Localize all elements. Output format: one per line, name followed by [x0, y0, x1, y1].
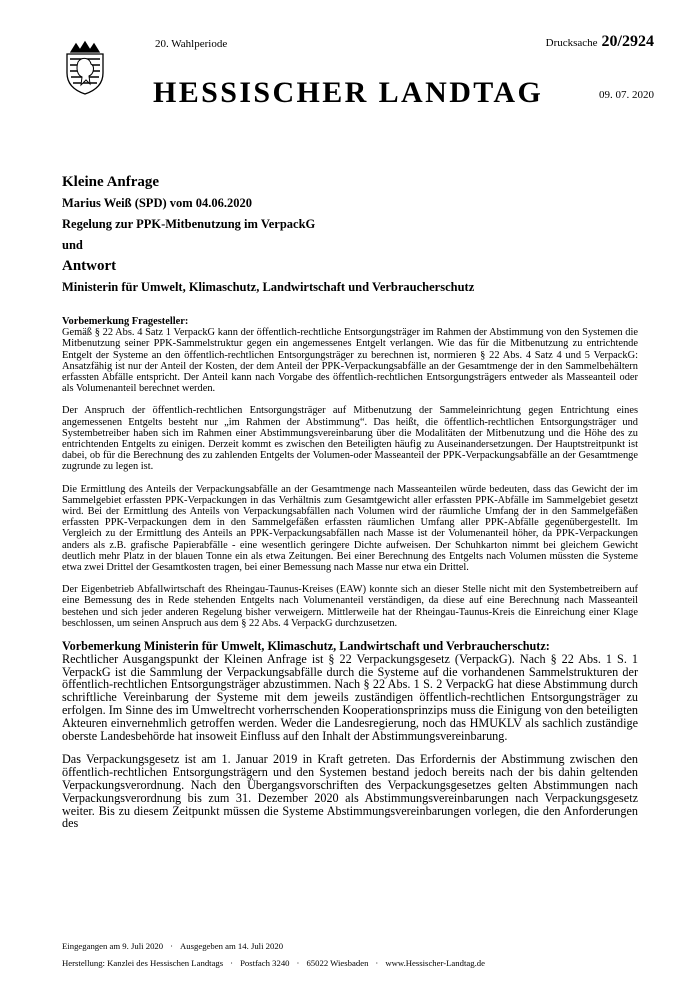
footer	[62, 938, 485, 972]
ort: 65022 Wiesbaden	[306, 958, 369, 968]
footer-separator: ·	[230, 958, 234, 968]
document-date: 09. 07. 2020	[599, 89, 654, 101]
und-line: und	[62, 238, 83, 252]
paragraph-2: Der Anspruch der öffentlich-rechtlichen Entsorgungsträger auf Mitbenutzung der Sammeleinrichtung gegen Entrichtung eines angemessenen Entgelts besteht nur „im Rahmen der Abstimmung“. Das heißt, die öffentlich-rechtlichen Entsorgungsträger und Systembetreiber haben sich im Rahmen einer Abstimmungsvereinbarung über die Modalitäten der Mitbenutzung und die Höhe des zu entrichtenden Entgelts zu einigen. Derzeit kommt es zwischen den Beteiligten häufig zu Auseinandersetzungen. Der Hauptstreitpunkt ist dabei, ob für die Berechnung des zu zahlenden Entgelts der Volumen-oder Masseanteil der PPK-Verpackungsabfälle an der Gesamtmenge zugrunde zu legen ist.	[62, 405, 638, 473]
herstellung: Herstellung: Kanzlei des Hessischen Landtags	[62, 958, 224, 968]
ministerin-label: Vorbemerkung Ministerin für Umwelt, Klimaschutz, Landwirtschaft und Verbraucherschutz:	[62, 639, 550, 654]
footer-separator: ·	[296, 958, 300, 968]
fragesteller-label: Vorbemerkung Fragesteller:	[62, 316, 189, 327]
kleine-anfrage-heading: Kleine Anfrage	[62, 174, 160, 190]
hessen-coat-of-arms-icon	[62, 40, 108, 96]
ministry-line: Ministerin für Umwelt, Klimaschutz, Landwirtschaft und Verbraucherschutz	[62, 280, 475, 294]
antwort-heading: Antwort	[62, 258, 117, 274]
drucksache-label: Drucksache	[545, 37, 598, 49]
paragraph-4: Der Eigenbetrieb Abfallwirtschaft des Rheingau-Taunus-Kreises (EAW) konnte sich an dieser Stelle nicht mit den Systembetreibern auf eine Bemessung des in Rede stehenden Entgelts nach Volumenanteil verständigen, da diese auf eine Berechnung nach Masseanteil bestehen und sich jeder anderen Regelung bisher verweigern. Mittlerweile hat der Rheingau-Taunus-Kreis die Einreichung einer Klage beschlossen, um seinen Anspruch aus dem § 22 Abs. 4 VerpackG durchzusetzen.	[62, 584, 638, 629]
postfach: Postfach 3240	[240, 958, 290, 968]
footer-separator: ·	[170, 941, 174, 951]
paragraph-6: Das Verpackungsgesetz ist am 1. Januar 2019 in Kraft getreten. Das Erfordernis der Abstimmung zwischen den öffentlich-rechtlichen Entsorgungsträgern und den Systemen bestand jedoch bereits nach der bis dahin geltenden Verpackungsverordnung. Nach den Übergangsvorschriften des Verpackungsgesetzes gelten Abstimmungen nach Verpackungsverordnung bis zum 31. Dezember 2020 als Abstimmungsvereinbarungen nach Verpackungsgesetz weiter. Bis zu diesem Zeitpunkt müssen die Systeme Abstimmungsvereinbarungen vorlegen, die den Anforderungen des	[62, 752, 638, 831]
document-body	[62, 316, 638, 841]
website-link[interactable]: www.Hessischer-Landtag.de	[385, 958, 485, 968]
drucksache-number: 20/2924	[601, 33, 654, 50]
paragraph-5: Rechtlicher Ausgangspunkt der Kleinen Anfrage ist § 22 Verpackungsgesetz (VerpackG). Nach § 22 Abs. 1 S. 1 VerpackG ist die Sammlung der Verpackungsabfälle durch die Systeme auf die vorhandenen Sammelstrukturen der öffentlich-rechtlichen Entsorgungsträger abzustimmen. Nach § 22 Abs. 1 S. 2 VerpackG hat diese Abstimmung durch schriftliche Vereinbarung der Systeme mit dem jeweils zuständigen öffentlich-rechtlichen Entsorgungsträger zu erfolgen. Im Sinne des im Umweltrecht vorherrschenden Kooperationsprinzips muss die Einigung von den beteiligten Akteuren einvernehmlich getroffen werden. Weder die Landesregierung, noch das HMUKLV als sachlich zuständige oberste Landesbehörde hat insoweit Einfluss auf den Inhalt der Abstimmungsvereinbarung.	[62, 651, 638, 743]
paragraph-3: Die Ermittlung des Anteils der Verpackungsabfälle an der Gesamtmenge nach Masseanteilen würde bedeuten, dass das Gewicht der im Sammelgebiet erfassten PPK-Verpackungen in das Verhältnis zum Gesamtgewicht aller erfassten PPK-Abfälle im Sammelgebiet gesetzt wird. Bei der Ermittlung des Anteils von Verpackungsabfällen nach Volumen wird der räumliche Umfang der in den Sammelgefäßen erfassten PPK-Verpackungen dem in den Sammelgefäßen erfassten räumlichen Umfang aller PPK-Abfälle gegenübergestellt. Im Vergleich zu der Ermittlung des Anteils an PPK-Verpackungsabfällen nach Masse ist der Volumenanteil höher, da PPK-Verpackungen anders als z.B. grafische Papierabfälle - eine wesentlich geringere Dichte aufweisen. Der Schuhkarton nimmt bei gleichem Gewicht deutlich mehr Platz in der blauen Tonne ein als etwa Zeitungen. Bei einer Berechnung des Entgelts nach Volumen müssten die Systeme etwa zwei Drittel der Gesamtkosten tragen, bei einer Bemessung nach Masse nur etwa ein Drittel.	[62, 483, 638, 574]
paragraph-1: Gemäß § 22 Abs. 4 Satz 1 VerpackG kann der öffentlich-rechtliche Entsorgungsträger im Rahmen der Abstimmung von den Systemen die Mitbenutzung seiner PPK-Sammelstruktur gegen ein angemessenes Entgelt verlangen. Wie das für die Mitbenutzung zu entrichtende Entgelt der Systeme an den öffentlich-rechtlichen Entsorgungsträger zu berechnen ist, normieren § 22 Abs. 4 Satz 4 und 5 VerpackG: Ansatzfähig ist nur der Anteil der Kosten, der dem Anteil der PPK-Verpackungsabfälle an der Gesamtmenge der in den Sammelbehältern erfassten Abfälle entspricht. Der Anteil kann nach Vorgabe des öffentlich-rechtlichen Entsorgungsträgers entweder als Masseanteil oder als Volumenanteil berechnet werden.	[62, 327, 638, 395]
footer-line-1	[62, 938, 485, 955]
eingegangen: Eingegangen am 9. Juli 2020	[62, 941, 164, 951]
footer-separator: ·	[375, 958, 379, 968]
ausgegeben: Ausgegeben am 14. Juli 2020	[180, 941, 284, 951]
subject-line: Regelung zur PPK-Mitbenutzung im VerpackG	[62, 217, 316, 231]
document-headings	[62, 172, 662, 298]
footer-line-2	[62, 955, 485, 972]
landtag-title: HESSISCHER LANDTAG	[153, 76, 544, 109]
wahlperiode: 20. Wahlperiode	[155, 38, 228, 50]
author-line: Marius Weiß (SPD) vom 04.06.2020	[62, 196, 253, 210]
drucksache	[546, 33, 654, 51]
